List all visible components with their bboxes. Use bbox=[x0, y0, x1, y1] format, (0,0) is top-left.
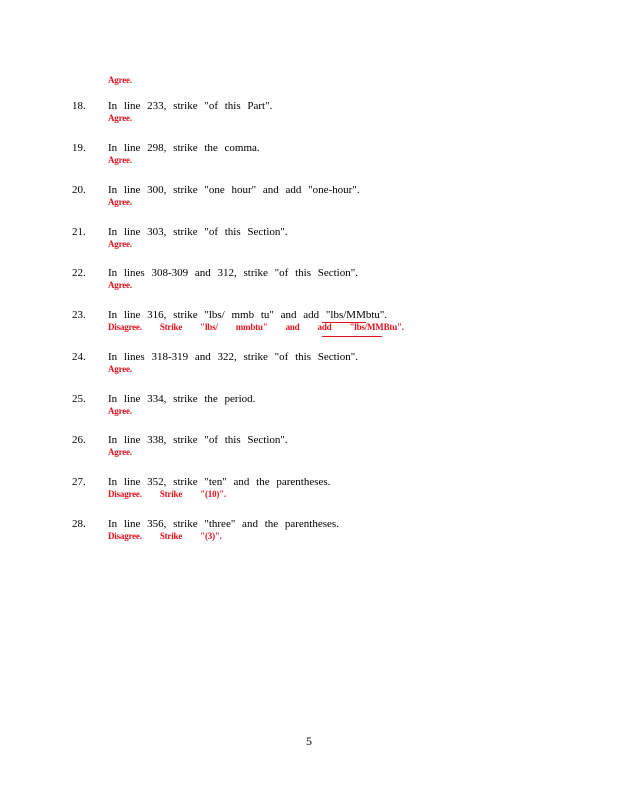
item-response: Disagree. Strike "lbs/ mmbtu" and add "lbs/MMBtu". bbox=[108, 322, 404, 332]
list-item bbox=[0, 434, 618, 466]
item-instruction: In line 356, strike "three" and the parentheses. bbox=[108, 518, 339, 530]
inserted-text-underline bbox=[322, 322, 366, 323]
item-instruction: In lines 308-309 and 312, strike "of this Section". bbox=[108, 267, 358, 279]
list-item bbox=[0, 476, 618, 508]
list-item bbox=[0, 100, 618, 132]
item-number: 22. bbox=[72, 267, 86, 279]
item-number: 18. bbox=[72, 100, 86, 112]
item-number: 27. bbox=[72, 476, 86, 488]
list-item bbox=[0, 142, 618, 174]
item-response: Disagree. Strike "(10)". bbox=[108, 489, 227, 499]
item-instruction: In line 338, strike "of this Section". bbox=[108, 434, 288, 446]
list-item bbox=[0, 226, 618, 258]
item-number: 20. bbox=[72, 184, 86, 196]
list-item bbox=[0, 351, 618, 383]
item-response: Agree. bbox=[108, 447, 132, 457]
list-item bbox=[0, 393, 618, 425]
item-response: Agree. bbox=[108, 280, 132, 290]
item-instruction: In lines 318-319 and 322, strike "of this Section". bbox=[108, 351, 358, 363]
item-instruction: In line 298, strike the comma. bbox=[108, 142, 260, 154]
item-instruction: In line 233, strike "of this Part". bbox=[108, 100, 273, 112]
list-item bbox=[0, 309, 618, 341]
item-response: Agree. bbox=[108, 406, 132, 416]
item-response: Agree. bbox=[108, 239, 132, 249]
item-number: 24. bbox=[72, 351, 86, 363]
item-number: 28. bbox=[72, 518, 86, 530]
item-response: Agree. bbox=[108, 155, 132, 165]
item-instruction: In line 316, strike "lbs/ mmb tu" and add "lbs/MMbtu". bbox=[108, 309, 388, 321]
item-number: 21. bbox=[72, 226, 86, 238]
carryover-response: Agree. bbox=[108, 75, 132, 85]
item-number: 25. bbox=[72, 393, 86, 405]
item-response: Disagree. Strike "(3)". bbox=[108, 531, 222, 541]
list-item bbox=[0, 518, 618, 550]
item-number: 23. bbox=[72, 309, 86, 321]
item-number: 26. bbox=[72, 434, 86, 446]
item-response: Agree. bbox=[108, 113, 132, 123]
list-item bbox=[0, 184, 618, 216]
page-number: 5 bbox=[306, 734, 312, 748]
list-item bbox=[0, 267, 618, 299]
item-response: Agree. bbox=[108, 364, 132, 374]
item-response: Agree. bbox=[108, 197, 132, 207]
item-number: 19. bbox=[72, 142, 86, 154]
inserted-text-underline bbox=[322, 336, 382, 337]
item-instruction: In line 334, strike the period. bbox=[108, 393, 256, 405]
item-instruction: In line 300, strike "one hour" and add "one-hour". bbox=[108, 184, 360, 196]
item-instruction: In line 352, strike "ten" and the parentheses. bbox=[108, 476, 331, 488]
item-instruction: In line 303, strike "of this Section". bbox=[108, 226, 288, 238]
